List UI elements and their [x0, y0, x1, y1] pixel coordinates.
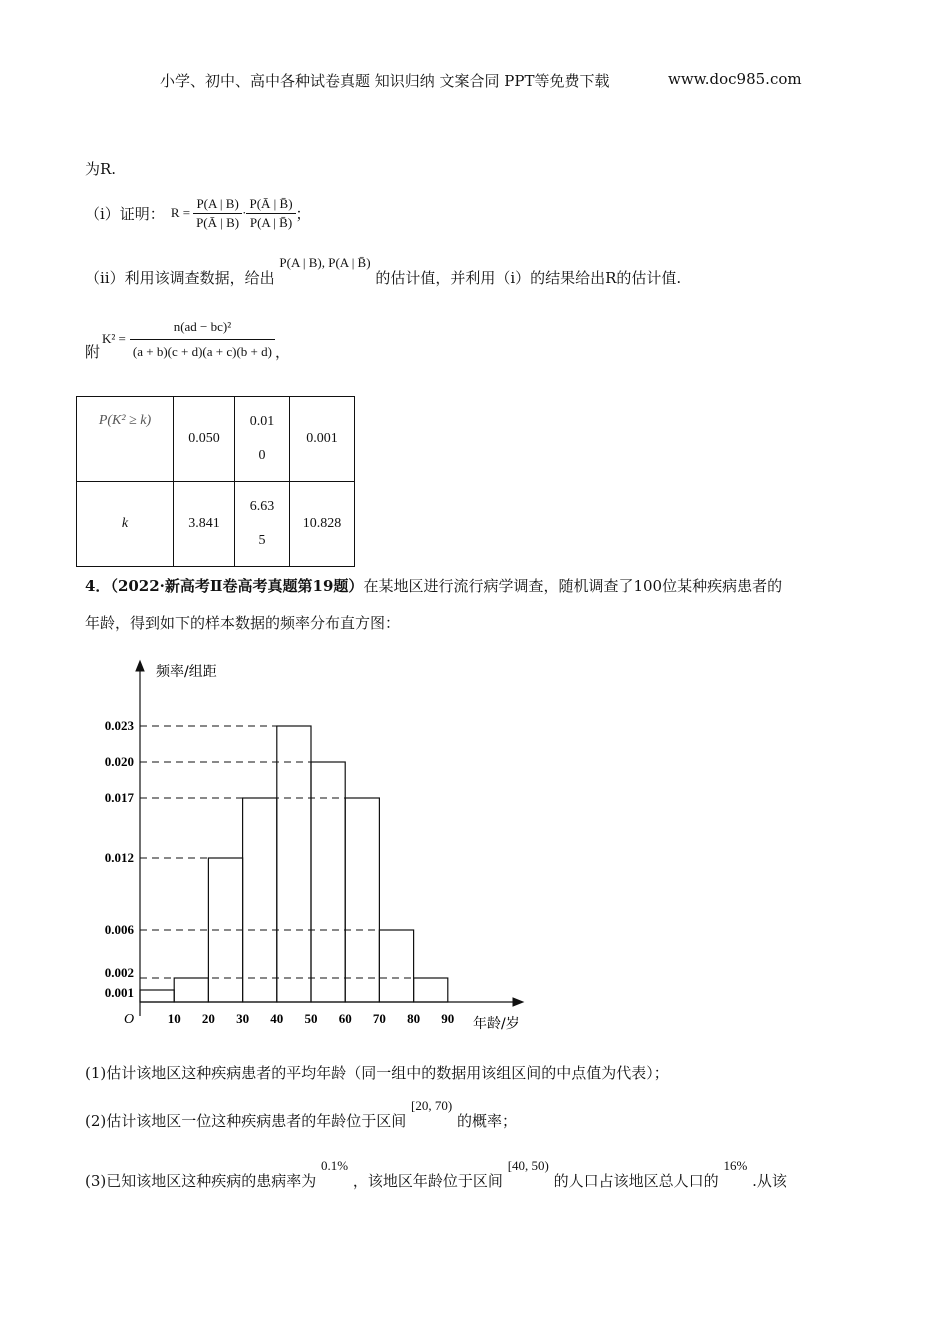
histogram-bar — [277, 726, 311, 1002]
histogram-bar — [414, 978, 448, 1002]
y-tick-label: 0.002 — [104, 965, 134, 980]
sub3-text-b: ，该地区年龄位于区间 — [352, 1172, 503, 1190]
x-tick-label: 40 — [270, 1011, 284, 1026]
x-tick-label: 70 — [372, 1011, 386, 1026]
part-i-den1: P(Ā | B) — [196, 214, 240, 230]
x-axis-label: 年龄/岁 — [473, 1016, 520, 1032]
y-tick-label: 0.006 — [104, 922, 134, 937]
table-cell: 0.050 — [174, 397, 235, 482]
part-ii-line — [85, 253, 681, 293]
part-i-end: ； — [295, 204, 311, 223]
part-i-frac1 — [193, 196, 242, 231]
q4-stem-line2: 年龄，得到如下的样本数据的频率分布直方图： — [85, 614, 401, 632]
y-tick-label: 0.012 — [104, 850, 134, 865]
part-i-label: （ⅰ）证明： — [85, 204, 165, 223]
table-row-label-k: k — [77, 482, 174, 567]
x-tick-label: 20 — [201, 1011, 215, 1026]
table-cell: 6.63 5 — [235, 482, 290, 567]
appendix-line — [85, 314, 290, 364]
histogram-bar — [311, 762, 345, 1002]
header-banner: 小学、初中、高中各种试卷真题 知识归纳 文案合同 PPT等免费下载 — [160, 72, 610, 90]
y-tick-label: 0.017 — [104, 790, 134, 805]
histogram-bar — [345, 798, 379, 1002]
sub3-pct: 16% — [723, 1158, 748, 1173]
k2-lhs: K² = — [102, 331, 126, 346]
x-tick-label: 10 — [167, 1011, 181, 1026]
q4-line1 — [85, 575, 782, 596]
part-i-num1: P(A | B) — [193, 196, 242, 214]
sub-question-1: (1)估计该地区这种疾病患者的平均年龄（同一组中的数据用该组区间的中点值为代表）； — [85, 1064, 669, 1082]
table-cell: 3.841 — [174, 482, 235, 567]
appendix-label: 附 — [85, 342, 101, 361]
part-i-lhs: R = — [170, 205, 191, 220]
prev-line1: 为R. — [85, 160, 117, 178]
part-ii-formula: P(A | B), P(A | B̄) — [279, 255, 371, 270]
x-tick-label: 80 — [407, 1011, 421, 1026]
k2-frac — [130, 319, 275, 360]
part-i-line — [85, 191, 311, 235]
sub2-text-a: (2)估计该地区一位这种疾病患者的年龄位于区间 — [85, 1112, 407, 1130]
sub-question-2 — [85, 1096, 517, 1136]
k2-num: n(ad − bc)² — [130, 319, 275, 340]
histogram-bar — [140, 990, 174, 1002]
part-i-dot: · — [242, 205, 247, 220]
frequency-histogram — [90, 650, 540, 1035]
sub3-rate: 0.1% — [321, 1158, 349, 1173]
part-ii-label: （ⅱ）利用该调查数据，给出 — [85, 269, 275, 287]
x-tick-label: 90 — [441, 1011, 455, 1026]
part-i-den2: P(A | B̄) — [249, 214, 293, 230]
sub3-text-a: (3)已知该地区这种疾病的患病率为 — [85, 1172, 317, 1190]
y-axis-label: 频率/组距 — [156, 664, 217, 680]
histogram-bar — [379, 930, 413, 1002]
critical-value-table — [76, 396, 355, 567]
table-row-label-p: P(K² ≥ k) — [77, 397, 174, 482]
y-tick-label: 0.020 — [104, 754, 134, 769]
sub-question-3 — [85, 1156, 787, 1196]
q4-number: 4． — [85, 577, 111, 595]
table-row — [77, 482, 355, 567]
sub2-text-b: 的概率； — [456, 1112, 517, 1130]
y-tick-label: 0.023 — [104, 718, 134, 733]
table-cell: 0.01 0 — [235, 397, 290, 482]
part-i-frac2 — [246, 196, 295, 231]
y-tick-label: 0.001 — [104, 985, 134, 1000]
origin-label: O — [124, 1012, 135, 1027]
table-cell: 0.001 — [290, 397, 355, 482]
x-tick-label: 50 — [304, 1011, 318, 1026]
part-ii-rest: 的估计值，并利用（ⅰ）的结果给出R的估计值. — [375, 269, 682, 287]
q4-source: （2022·新高考Ⅱ卷高考真题第19题） — [110, 577, 364, 595]
header-site[interactable]: www.doc985.com — [668, 70, 802, 88]
histogram-bar — [243, 798, 277, 1002]
q4-stem-line1: 在某地区进行流行病学调查，随机调查了100位某种疾病患者的 — [363, 577, 783, 595]
sub3-text-d: .从该 — [752, 1172, 787, 1190]
histogram-bar — [174, 978, 208, 1002]
k2-end: ， — [274, 342, 290, 361]
part-i-num2: P(Ā | B̄) — [246, 196, 295, 214]
x-tick-label: 60 — [338, 1011, 352, 1026]
x-tick-label: 30 — [236, 1011, 250, 1026]
sub3-interval: [40, 50) — [507, 1158, 549, 1173]
table-row — [77, 397, 355, 482]
table-cell: 10.828 — [290, 482, 355, 567]
k2-den: (a + b)(c + d)(a + c)(b + d) — [132, 343, 272, 359]
sub3-text-c: 的人口占该地区总人口的 — [553, 1172, 719, 1190]
sub2-interval: [20, 70) — [411, 1098, 453, 1113]
